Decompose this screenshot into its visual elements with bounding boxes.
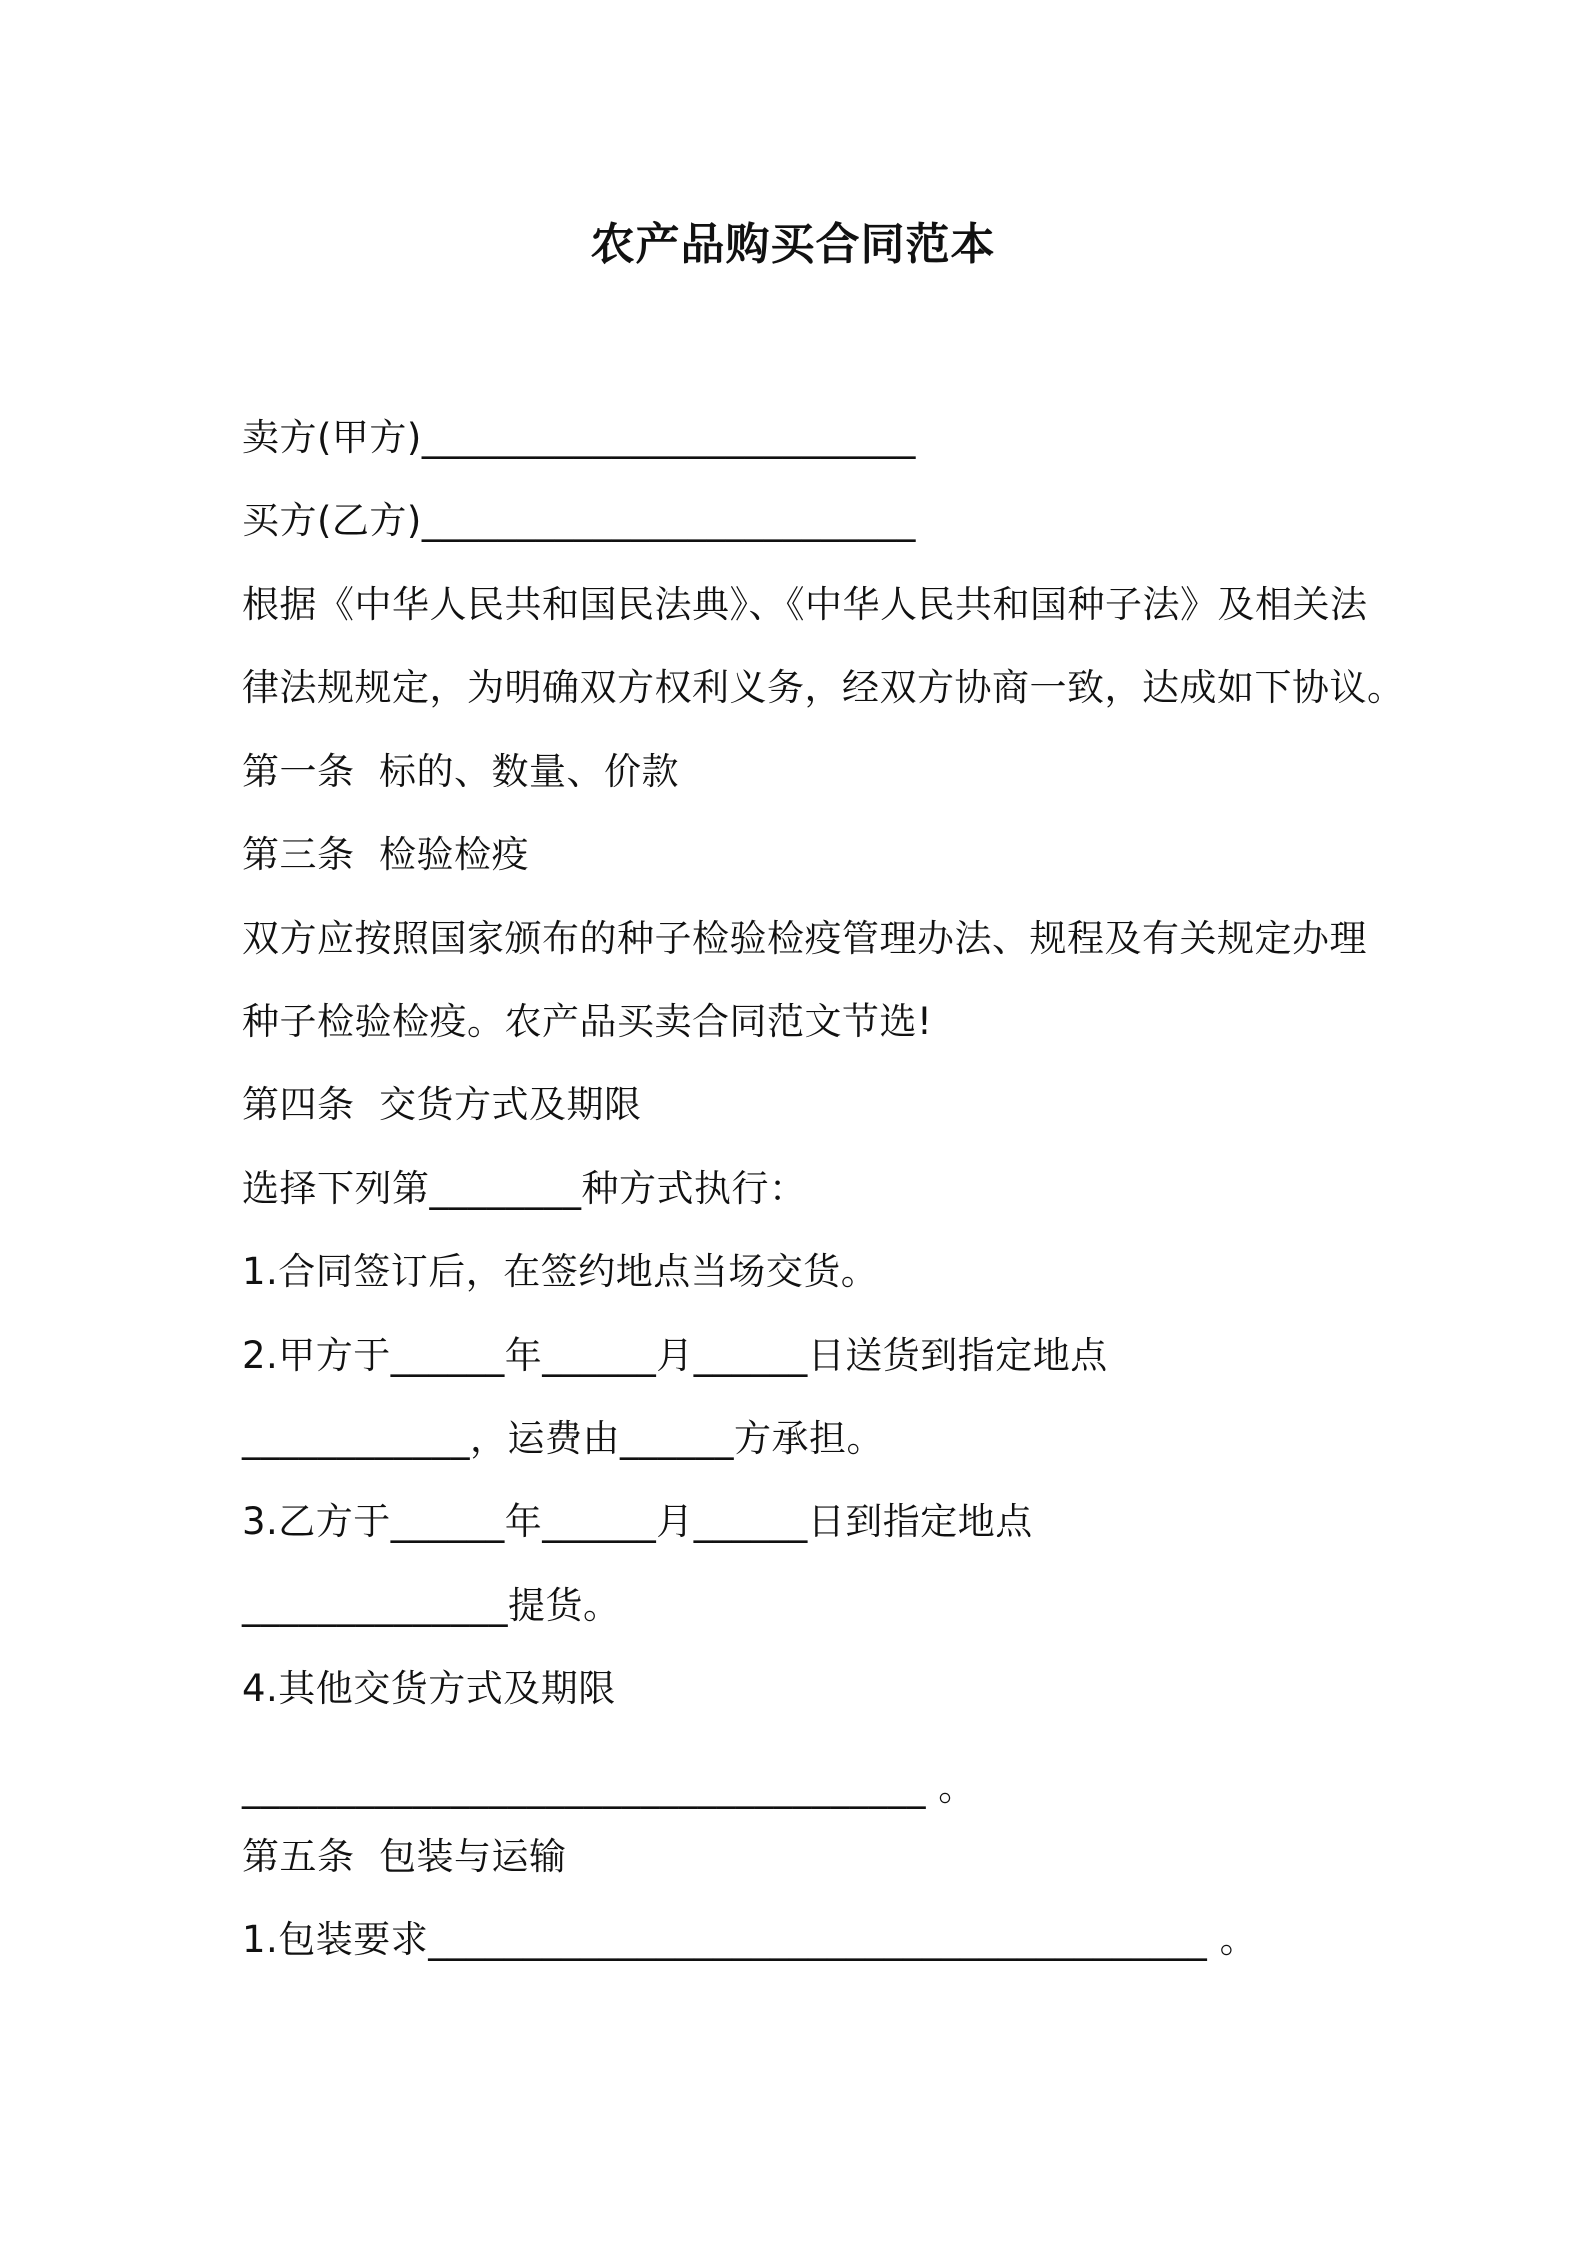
article-4-option-1: 1.合同签订后，在签约地点当场交货。 bbox=[242, 1250, 879, 1293]
article-4-heading: 第四条 交货方式及期限 bbox=[242, 1083, 642, 1126]
article-4-option-3-line-2: ______________提货。 bbox=[242, 1584, 621, 1627]
article-4-choice-line: 选择下列第________种方式执行： bbox=[242, 1167, 807, 1210]
article-4-option-4-blank: ____________________________________ 。 bbox=[242, 1766, 976, 1809]
article-3-heading: 第三条 检验检疫 bbox=[242, 833, 530, 876]
article-4-option-2-line-1: 2.甲方于______年______月______日送货到指定地点 bbox=[242, 1334, 1108, 1377]
article-4-option-4-heading: 4.其他交货方式及期限 bbox=[242, 1667, 616, 1710]
article-4-option-2-line-2: ____________，运费由______方承担。 bbox=[242, 1417, 884, 1460]
preamble-line-2: 律法规规定，为明确双方权利义务，经双方协商一致，达成如下协议。 bbox=[242, 666, 1405, 709]
buyer-line: 买方(乙方)__________________________ bbox=[242, 499, 916, 542]
article-3-body-line-2: 种子检验检疫。农产品买卖合同范文节选! bbox=[242, 1000, 933, 1043]
article-5-heading: 第五条 包装与运输 bbox=[242, 1835, 567, 1878]
article-5-packaging-line: 1.包装要求_________________________________________ 。 bbox=[242, 1918, 1258, 1961]
article-1-heading: 第一条 标的、数量、价款 bbox=[242, 750, 680, 793]
article-4-option-3-line-1: 3.乙方于______年______月______日到指定地点 bbox=[242, 1500, 1033, 1543]
document-title: 农产品购买合同范本 bbox=[590, 219, 996, 270]
article-3-body-line-1: 双方应按照国家颁布的种子检验检疫管理办法、规程及有关规定办理 bbox=[242, 917, 1367, 960]
seller-line: 卖方(甲方)__________________________ bbox=[242, 416, 916, 459]
preamble-line-1: 根据《中华人民共和国民法典》、《中华人民共和国种子法》及相关法 bbox=[242, 583, 1368, 626]
